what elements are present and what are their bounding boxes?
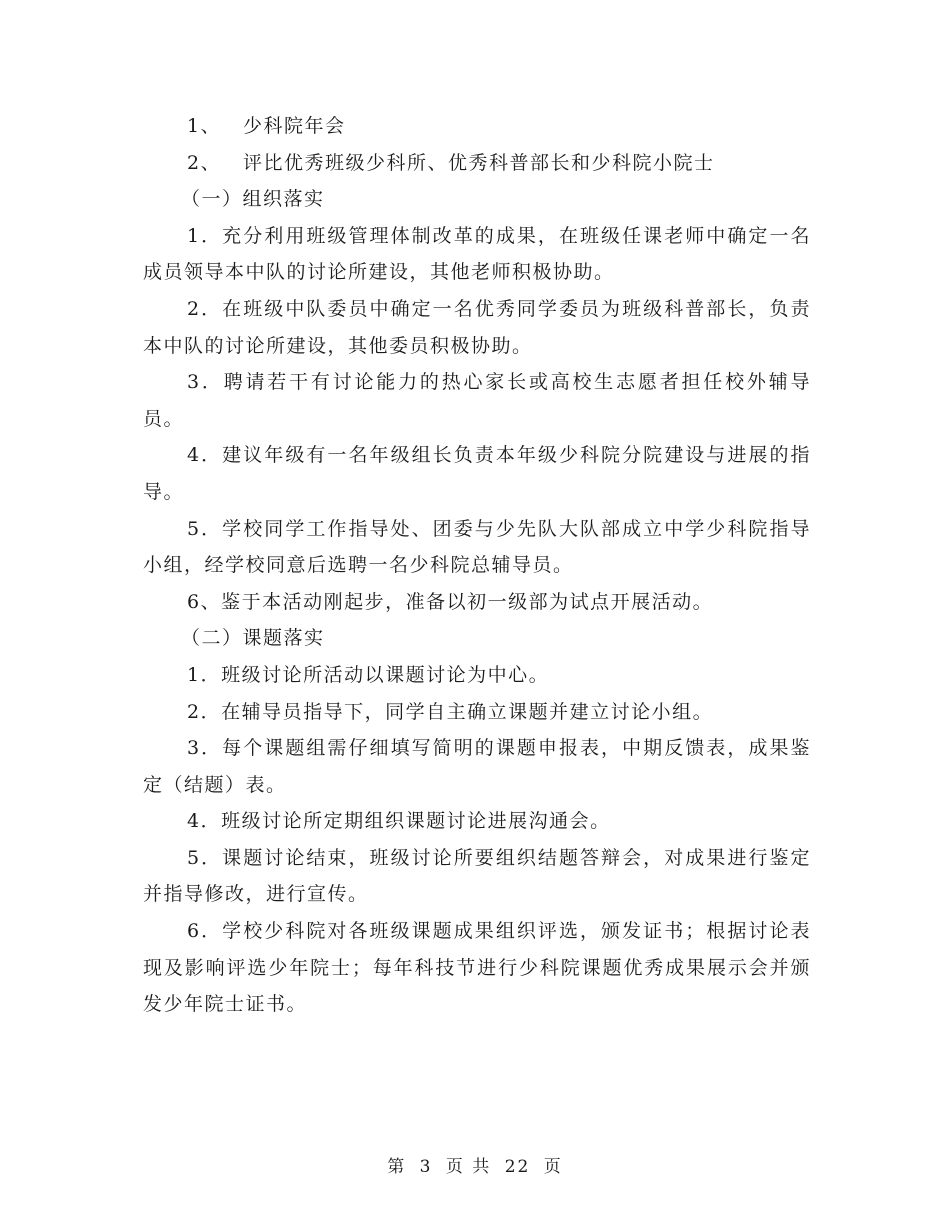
section-heading-topics: （二）课题落实: [181, 627, 325, 650]
paragraph: 4．建议年级有一名年级组长负责本年级少科院分院建设与进展的指导。: [143, 444, 811, 503]
paragraph: 1．充分利用班级管理体制改革的成果，在班级任课老师中确定一名成员领导本中队的讨论所建设，其他老师积极协助。: [143, 224, 811, 284]
document-body: [143, 108, 811, 1023]
paragraph: 4．班级讨论所定期组织课题讨论进展沟通会。: [187, 810, 611, 833]
list-number: 1、: [187, 115, 222, 137]
footer-page-number: 3: [419, 1157, 433, 1177]
section-heading-organization: （一）组织落实: [181, 188, 325, 211]
footer-mid: 页 共: [445, 1157, 492, 1177]
paragraph: 5．学校同学工作指导处、团委与少先队大队部成立中学少科院指导小组，经学校同意后选聘一名少科院总辅导员。: [143, 517, 811, 577]
footer-prefix: 第: [387, 1157, 407, 1177]
paragraph: 2．在班级中队委员中确定一名优秀同学委员为班级科普部长，负责本中队的讨论所建设，其他委员积极协助。: [143, 297, 811, 357]
paragraph: 3．每个课题组需仔细填写简明的课题申报表，中期反馈表，成果鉴定（结题）表。: [143, 737, 811, 796]
list-item: [143, 145, 811, 182]
list-text: 评比优秀班级少科所、优秀科普部长和少科院小院士: [243, 151, 715, 174]
paragraph: 3．聘请若干有讨论能力的热心家长或高校生志愿者担任校外辅导员。: [143, 371, 811, 430]
page-footer: [0, 1152, 950, 1177]
paragraph: 5．课题讨论结束，班级讨论所要组织结题答辩会，对成果进行鉴定并指导修改，进行宣传。: [143, 846, 811, 906]
footer-total-pages: 22: [504, 1157, 531, 1177]
paragraph: 6．学校少科院对各班级课题成果组织评选，颁发证书；根据讨论表现及影响评选少年院士；每年科技节进行少科院课题优秀成果展示会并颁发少年院士证书。: [143, 920, 811, 1016]
list-text: 少科院年会: [243, 115, 346, 137]
footer-suffix: 页: [543, 1157, 563, 1177]
list-item: [143, 108, 811, 145]
list-number: 2、: [187, 151, 222, 174]
paragraph: 2．在辅导员指导下，同学自主确立课题并建立讨论小组。: [187, 700, 714, 723]
paragraph: 6、鉴于本活动刚起步，准备以初一级部为试点开展活动。: [187, 590, 714, 613]
paragraph: 1．班级讨论所活动以课题讨论为中心。: [187, 663, 550, 686]
